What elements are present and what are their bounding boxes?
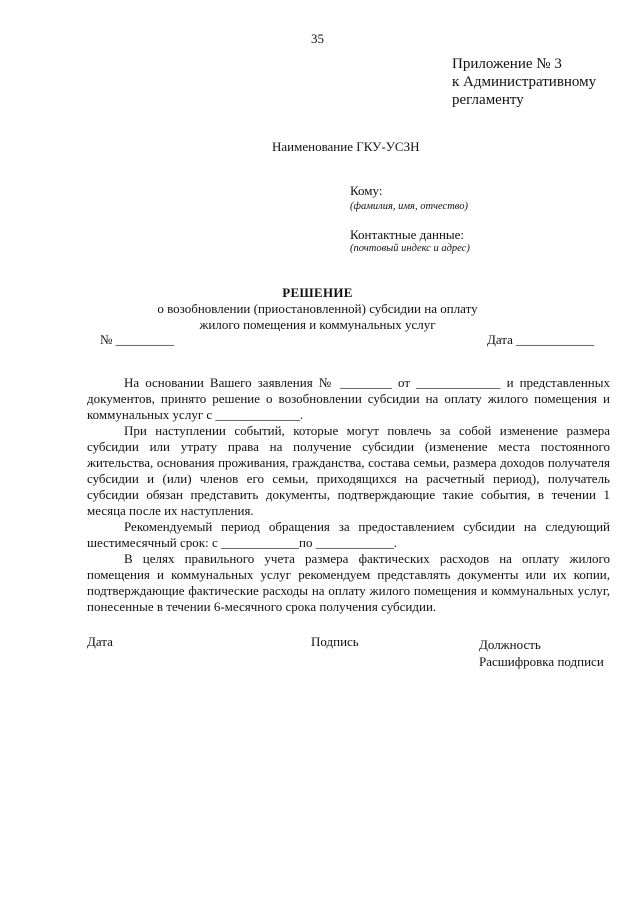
signature-date-label: Дата <box>87 634 113 649</box>
signature-position-label: Должность <box>479 637 541 652</box>
decision-subtitle <box>0 301 635 333</box>
decision-subtitle-line-2: жилого помещения и коммунальных услуг <box>199 317 436 332</box>
recipient-to-hint: (фамилия, имя, отчество) <box>350 201 468 212</box>
appendix-line-2: к Административному <box>452 74 597 90</box>
appendix-header <box>452 55 596 109</box>
recipient-contact-hint: (почтовый индекс и адрес) <box>350 243 470 254</box>
recipient-contact-label: Контактные данные: <box>350 227 465 242</box>
decision-date-field: Дата ____________ <box>487 332 595 347</box>
appendix-line-1: Приложение № 3 <box>452 56 562 72</box>
page-number: 35 <box>311 31 324 46</box>
signature-label: Подпись <box>311 634 359 649</box>
signature-transcript-label: Расшифровка подписи <box>479 654 604 669</box>
decision-subtitle-line-1: о возобновлении (приостановленной) субсидии на оплату <box>157 301 478 316</box>
decision-number-field: № _________ <box>100 332 175 347</box>
body-paragraph-1: На основании Вашего заявления № ________ от _____________ и представленных документов, принято решение о возобновлении субсидии на оплату жилого помещения и коммунальных услуг с _____________. <box>87 375 610 422</box>
signature-position-block <box>479 636 604 670</box>
recipient-to-label: Кому: <box>350 183 383 198</box>
decision-body <box>87 375 610 615</box>
body-paragraph-2: При наступлении событий, которые могут повлечь за собой изменение размера субсидии или утрату права на получение субсидии (изменение места постоянного жительства, основания проживания, гражданства, состава семьи, размера доходов получателя субсидии и (или) членов его семьи, приходящихся на расчетный период), получатель субсидии обязан представить документы, подтверждающие такие события, в течении 1 месяца после их наступления. <box>87 423 610 518</box>
appendix-line-3: регламенту <box>452 92 524 108</box>
body-paragraph-4: В целях правильного учета размера фактических расходов на оплату жилого помещения и коммунальных услуг рекомендуем представлять документы или их копии, подтверждающие фактические расходы на оплату жилого помещения и коммунальных услуг, понесенные в течении 6-месячного срока получения субсидии. <box>87 551 610 614</box>
organization-name: Наименование ГКУ-УСЗН <box>272 139 420 154</box>
decision-title: РЕШЕНИЕ <box>282 285 353 300</box>
body-paragraph-3: Рекомендуемый период обращения за предоставлением субсидии на следующий шестимесячный срок: с ____________по ____________. <box>87 519 610 550</box>
